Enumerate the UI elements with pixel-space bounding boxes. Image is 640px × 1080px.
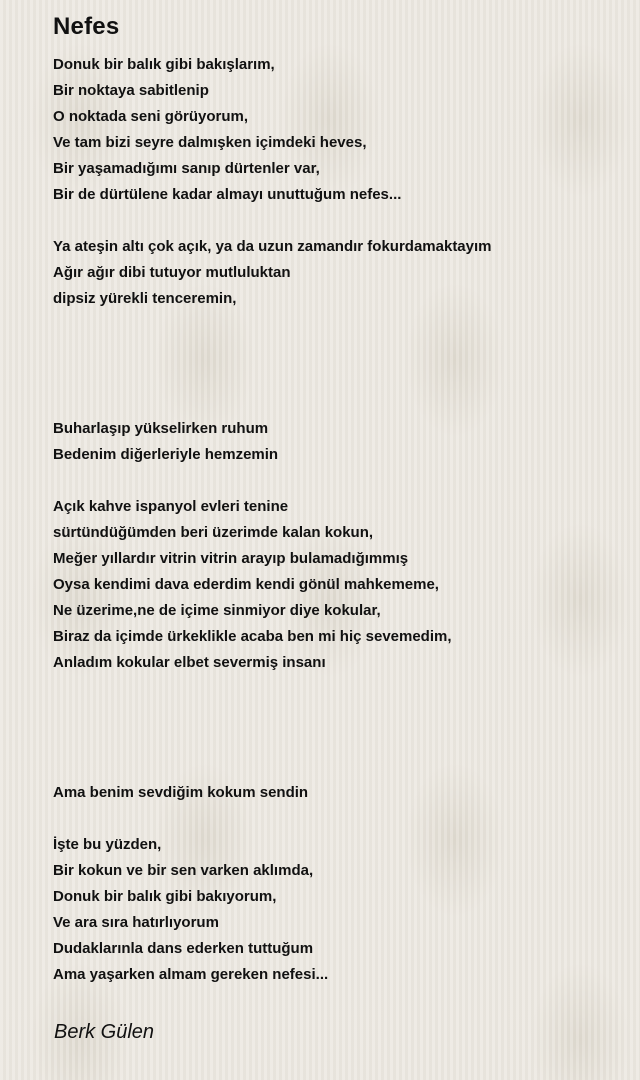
stanza-break xyxy=(53,702,623,728)
stanza-break xyxy=(53,390,623,416)
poem-page xyxy=(53,10,623,1045)
poem-line: O noktada seni görüyorum, xyxy=(53,108,249,125)
poem-line: Bedenim diğerleriyle hemzemin xyxy=(53,446,279,463)
poem-line: Açık kahve ispanyol evleri tenine xyxy=(53,498,289,515)
poem-line: Bir kokun ve bir sen varken aklımda, xyxy=(53,862,314,879)
stanza-break xyxy=(53,754,623,780)
stanza-break xyxy=(53,312,623,338)
poem-title: Nefes xyxy=(53,13,120,40)
poem-line: Anladım kokular elbet severmiş insanı xyxy=(53,654,326,671)
stanza-break xyxy=(53,676,623,702)
poem-line: Bir yaşamadığımı sanıp dürtenler var, xyxy=(53,160,320,177)
stanza-break xyxy=(53,338,623,364)
stanza-break xyxy=(53,364,623,390)
poem-line: Donuk bir balık gibi bakışlarım, xyxy=(53,56,275,73)
poem-line: Buharlaşıp yükselirken ruhum xyxy=(53,420,269,437)
poem-line: Ağır ağır dibi tutuyor mutluluktan xyxy=(53,264,291,281)
poem-line: Donuk bir balık gibi bakıyorum, xyxy=(53,888,277,905)
poem-line: Ve ara sıra hatırlıyorum xyxy=(53,914,219,931)
poem-line: Ama yaşarken almam gereken nefesi... xyxy=(53,966,329,983)
poem-line: İşte bu yüzden, xyxy=(53,836,162,853)
stanza-break xyxy=(53,208,623,234)
stanza-break xyxy=(53,806,623,832)
poem-line: Dudaklarınla dans ederken tuttuğum xyxy=(53,940,314,957)
poem-author: Berk Gülen xyxy=(54,1021,155,1043)
poem-line: Bir de dürtülene kadar almayı unuttuğum nefes... xyxy=(53,186,402,203)
poem-line: Oysa kendimi dava ederdim kendi gönül mahkememe, xyxy=(53,576,439,593)
poem-line: Biraz da içimde ürkeklikle acaba ben mi hiç sevemedim, xyxy=(53,628,452,645)
stanza-break xyxy=(53,728,623,754)
poem-line: Ve tam bizi seyre dalmışken içimdeki heves, xyxy=(53,134,367,151)
poem-line: Bir noktaya sabitlenip xyxy=(53,82,209,99)
stanza-break xyxy=(53,468,623,494)
poem-body xyxy=(53,52,623,988)
poem-line: Ne üzerime,ne de içime sinmiyor diye kokular, xyxy=(53,602,381,619)
poem-line: Ya ateşin altı çok açık, ya da uzun zamandır fokurdamaktayım xyxy=(53,238,492,255)
poem-line: Ama benim sevdiğim kokum sendin xyxy=(53,784,309,801)
poem-line: dipsiz yürekli tenceremin, xyxy=(53,290,237,307)
poem-line: sürtündüğümden beri üzerimde kalan kokun, xyxy=(53,524,374,541)
poem-line: Meğer yıllardır vitrin vitrin arayıp bulamadığımmış xyxy=(53,550,409,567)
